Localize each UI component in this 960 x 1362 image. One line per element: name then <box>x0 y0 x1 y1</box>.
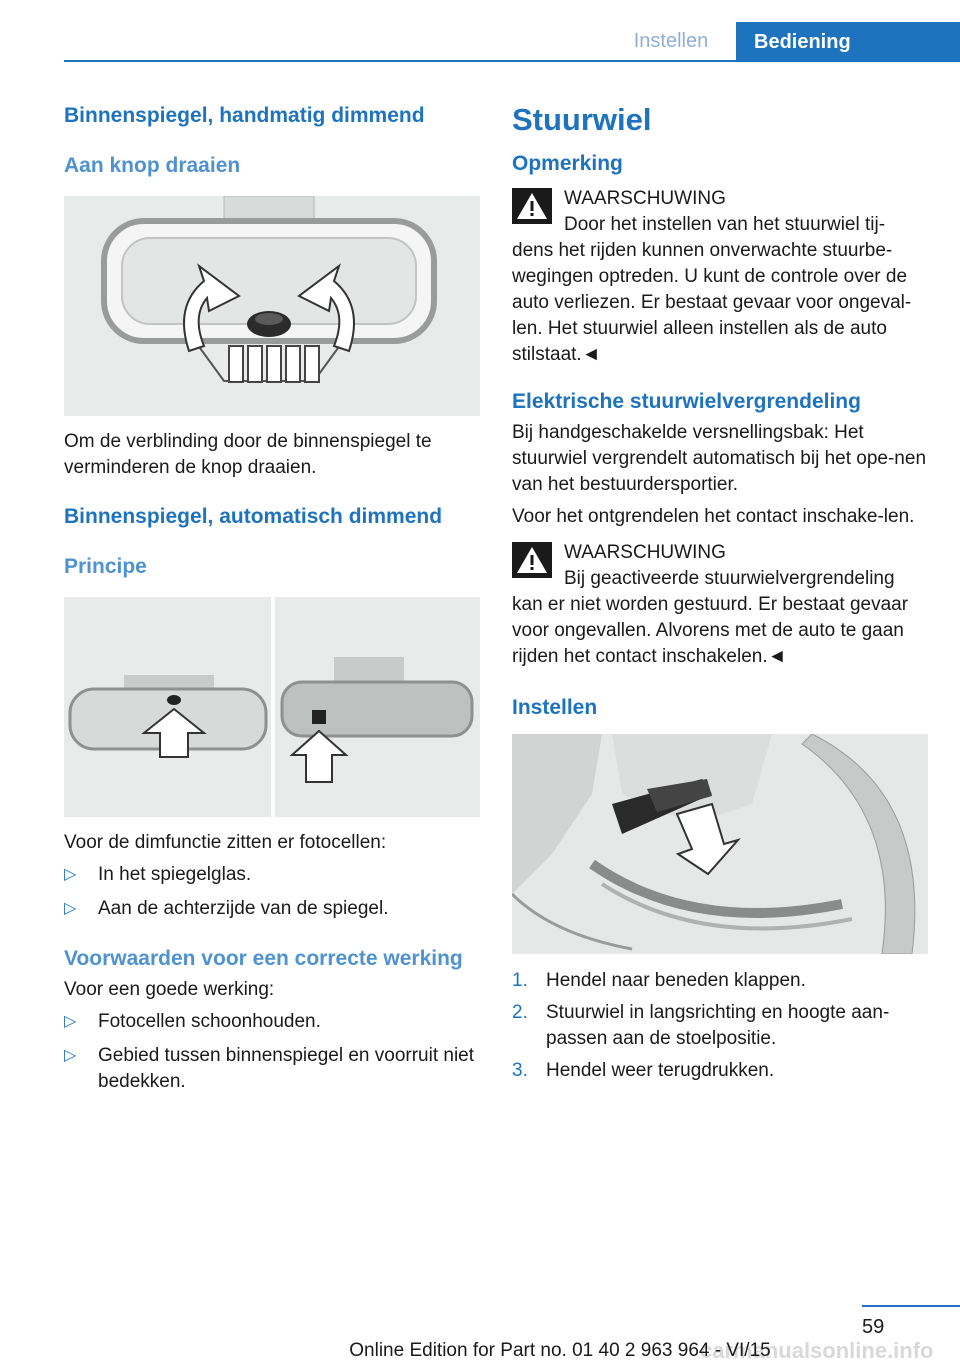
warning-triangle-icon <box>512 542 552 578</box>
heading-turn-knob: Aan knop draaien <box>64 154 241 177</box>
left-column <box>64 100 480 1095</box>
heading-conditions: Voorwaarden voor een correcte werking <box>64 947 463 970</box>
list-item: ▷ Fotocellen schoonhouden. <box>64 1009 480 1035</box>
warning-title: WAARSCHUWING <box>564 188 726 209</box>
heading-adjust: Instellen <box>512 696 598 719</box>
paragraph-conditions: Voor een goede werking: <box>64 979 275 1000</box>
heading-note: Opmerking <box>512 152 623 175</box>
triangle-bullet-icon: ▷ <box>64 900 77 917</box>
paragraph-photocells: Voor de dimfunctie zitten er fotocellen: <box>64 832 387 853</box>
heading-principle: Principe <box>64 555 147 578</box>
list-item: 1. Hendel naar beneden klappen. <box>512 970 806 991</box>
list-item: ▷ In het spiegelglas. <box>64 862 480 888</box>
triangle-bullet-icon: ▷ <box>64 866 77 883</box>
section-tab[interactable]: Instellen <box>633 30 709 52</box>
header-rule <box>64 60 960 62</box>
list-item: ▷ Gebied tussen binnenspiegel en voorruit niet bedekken. <box>64 1045 475 1092</box>
warning-title: WAARSCHUWING <box>564 542 726 563</box>
photocell-list <box>64 862 480 922</box>
steering-lever-illustration <box>512 734 928 954</box>
warning-line: Door het instellen van het stuurwiel tij- <box>564 214 886 235</box>
heading-mirror-auto: Binnenspiegel, automatisch dimmend <box>64 505 443 528</box>
warning-text: dens het rijden kunnen onverwachte stuurbe-wegingen optreden. U kunt de controle over de auto verliezen. Er bestaat gevaar voor ongeval-len. Het stuurwiel alleen instellen als de auto stilstaat.◄ <box>512 240 912 365</box>
warning-box-2 <box>512 540 928 592</box>
paragraph-lock-1: Bij handgeschakelde versnellingsbak: Het stuurwiel vergrendelt automatisch bij het ope-nen van het bestuurdersportier. <box>512 422 927 495</box>
page-number: 59 <box>862 1316 885 1338</box>
warning-box-1 <box>512 186 928 238</box>
paragraph-lock-2: Voor het ontgrendelen het contact inschake-len. <box>512 506 915 527</box>
right-column <box>512 100 928 1084</box>
figure-photocells <box>64 597 480 817</box>
figure-steering-lever <box>512 734 928 954</box>
heading-steering-lock: Elektrische stuurwielvergrendeling <box>512 390 861 413</box>
list-item: ▷ Aan de achterzijde van de spiegel. <box>64 896 480 922</box>
edition-line: Online Edition for Part no. 01 40 2 963 964 - VI/15 <box>349 1340 771 1361</box>
triangle-bullet-icon: ▷ <box>64 1013 77 1030</box>
footer-rule <box>862 1305 960 1307</box>
list-item: 2. Stuurwiel in langsrichting en hoogte aan-passen aan de stoelpositie. <box>512 1002 890 1049</box>
warning-line: Bij geactiveerde stuurwielvergrendeling <box>564 568 895 589</box>
mirror-knob-illustration <box>64 196 480 416</box>
warning-text: kan er niet worden gestuurd. Er bestaat gevaar voor ongevallen. Alvorens met de auto te gaan rijden het contact inschakelen.◄ <box>512 594 909 667</box>
figure-mirror-knob <box>64 196 480 416</box>
heading-mirror-manual: Binnenspiegel, handmatig dimmend <box>64 104 425 127</box>
triangle-bullet-icon: ▷ <box>64 1047 77 1064</box>
list-item: 3. Hendel weer terugdrukken. <box>512 1060 775 1081</box>
page-header <box>0 0 960 62</box>
paragraph-turn-knob: Om de verblinding door de binnenspiegel te verminderen de knop draaien. <box>64 431 432 478</box>
heading-steering-wheel: Stuurwiel <box>512 102 652 137</box>
adjust-steps-list <box>512 968 928 1084</box>
chapter-tab[interactable]: Bediening <box>736 22 960 62</box>
watermark: carmanualsonline.info <box>700 1338 934 1362</box>
conditions-list <box>64 1009 480 1095</box>
photocells-illustration <box>64 597 480 817</box>
warning-triangle-icon <box>512 188 552 224</box>
